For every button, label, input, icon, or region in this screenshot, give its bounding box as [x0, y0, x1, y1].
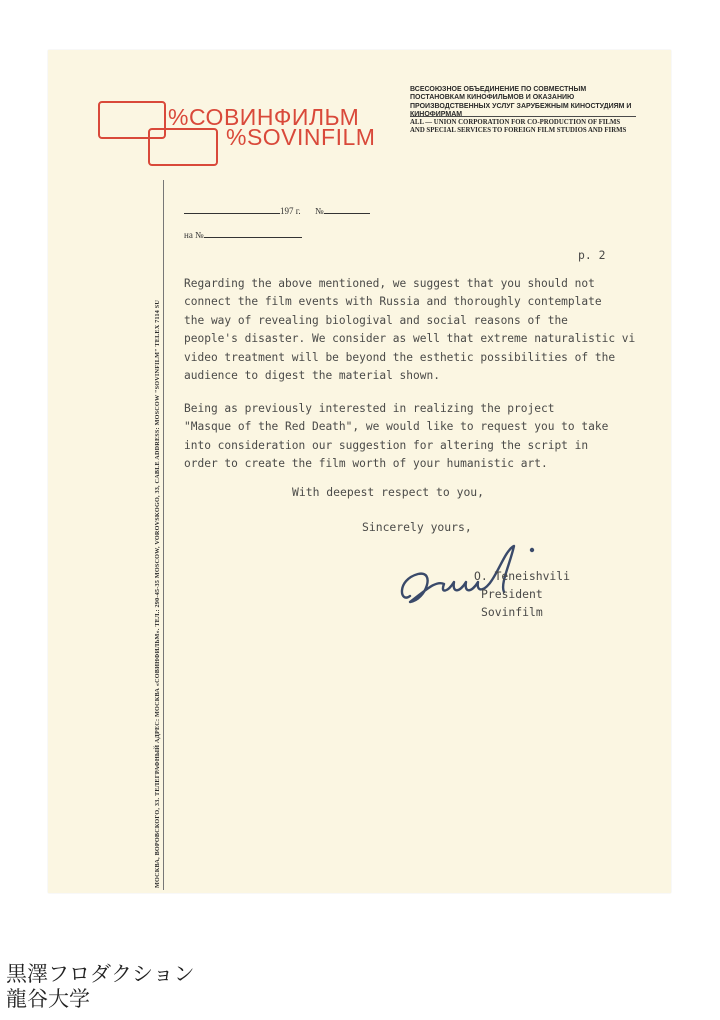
logo-frame-right [148, 128, 218, 166]
closing-respect: With deepest respect to you, [292, 485, 485, 499]
signer-title: President [481, 587, 543, 601]
text-line: order to create the film worth of your humanistic art. [184, 457, 548, 471]
text-line: Being as previously interested in realizing the project [184, 402, 555, 415]
text-line: the way of revealing biologival and social reasons of the [184, 313, 568, 327]
credit-line-1: 黒澤フロダクション [6, 962, 195, 986]
logo-english: %SOVINFILM [226, 124, 376, 150]
text-line: connect the film events with Russia and thoroughly contemplate [184, 295, 602, 309]
paragraph-2 [184, 400, 608, 474]
vertical-address-strip: МОСКВА, ВОРОВСКОГО, 33. ТЕЛЕГРАФНЫЙ АДРЕС: МОСКВА «СОВИНФИЛЬМ». ТЕЛ.: 290-45-35 MOSCOW, VOROVSKOGO, 33, CABLE ADDRESS: MOSCOW "SOVINFILM" TELEX 7114 SU [154, 299, 161, 888]
paragraph-1 [184, 275, 635, 385]
letter-paper [48, 50, 671, 893]
text-line: audience to digest the material shown. [184, 369, 440, 383]
number-label: № [314, 206, 324, 216]
reply-reference-line [184, 230, 302, 240]
text-line: "Masque of the Red Death", we would like to request you to take [184, 420, 609, 434]
vertical-rule [163, 180, 164, 890]
signer-organization: Sovinfilm [481, 605, 543, 619]
text-line: into consideration our suggestion for altering the script in [184, 438, 589, 452]
page-number: p. 2 [578, 248, 606, 262]
logo-russian: %СОВИНФИЛЬМ [168, 104, 360, 130]
date-suffix: 197 г. [280, 206, 301, 216]
text-line: people's disaster. We consider as well that extreme naturalistic vi [184, 332, 636, 346]
text-line: video treatment will be beyond the esthetic possibilities of the [184, 350, 616, 364]
organization-name-russian: ВСЕСОЮЗНОЕ ОБЪЕДИНЕНИЕ ПО СОВМЕСТНЫМ ПОСТАНОВКАМ КИНОФИЛЬМОВ И ОКАЗАНИЮ ПРОИЗВОДСТВЕННЫХ УСЛУГ ЗАРУБЕЖНЫМ КИНОСТУДИЯМ И КИНОФИРМАМ [410, 86, 632, 119]
organization-name-english: ALL — UNION CORPORATION FOR CO-PRODUCTION OF FILMS AND SPECIAL SERVICES TO FOREIGN FILM STUDIOS AND FIRMS [410, 116, 636, 135]
number-blank [324, 213, 370, 214]
date-blank [184, 213, 280, 214]
signer-name: O. Teneishvili [474, 569, 571, 583]
date-reference-line [184, 206, 370, 216]
reply-blank [204, 237, 302, 238]
closing-sincerely: Sincerely yours, [362, 520, 472, 534]
reply-label: на № [184, 230, 204, 240]
archive-credit [6, 962, 195, 1012]
text-line: Regarding the above mentioned, we suggest that you should not [184, 277, 595, 290]
credit-line-2: 龍谷大学 [6, 987, 90, 1011]
